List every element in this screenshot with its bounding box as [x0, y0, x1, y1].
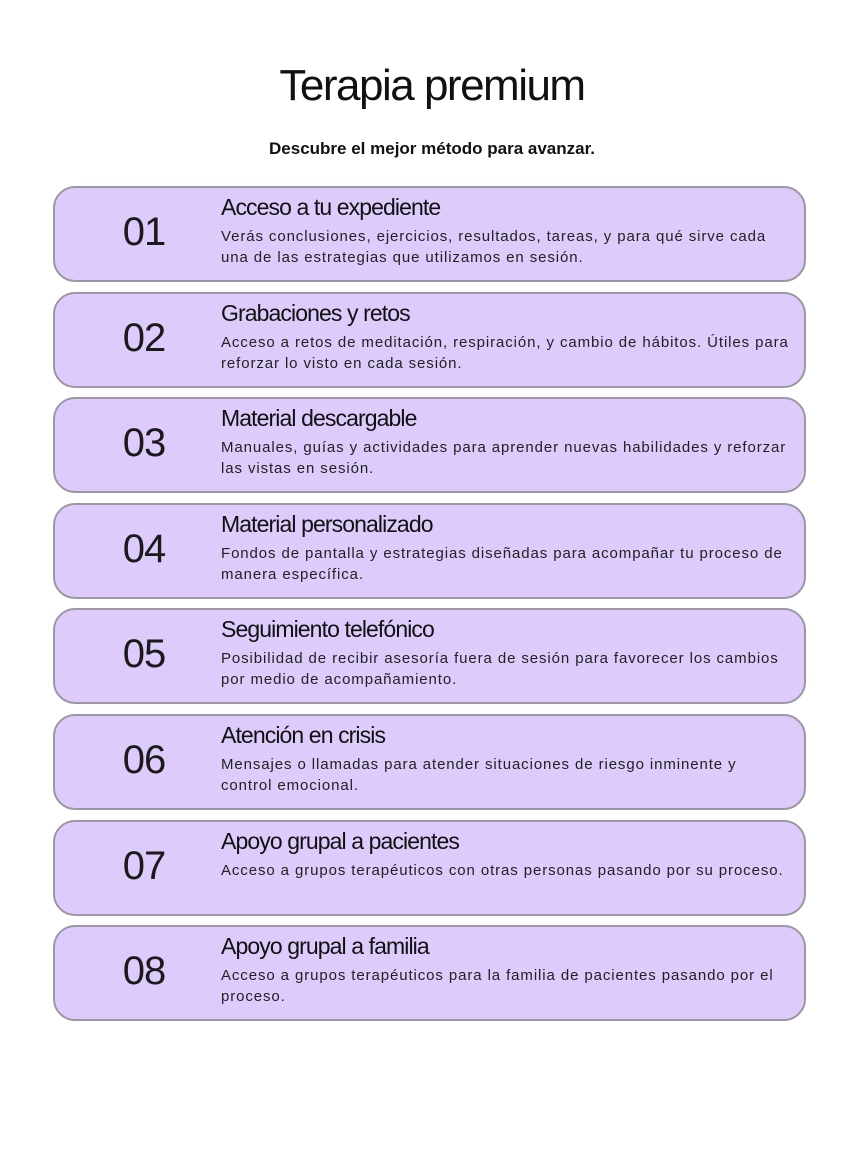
- benefit-title: Material personalizado: [221, 510, 433, 537]
- page-subtitle: Descubre el mejor método para avanzar.: [269, 139, 595, 158]
- benefit-description: Posibilidad de recibir asesoría fuera de sesión para favorecer los cambios por medio de acompañamiento.: [221, 650, 779, 689]
- benefit-number: 01: [122, 210, 166, 254]
- benefit-description: Fondos de pantalla y estrategias diseñadas para acompañar tu proceso de manera específica.: [221, 544, 783, 583]
- benefit-number: 05: [122, 632, 166, 677]
- benefit-description: Acceso a grupos terapéuticos con otras personas pasando por su proceso.: [221, 861, 784, 879]
- benefit-card-06: [53, 714, 806, 810]
- benefit-card-04: [53, 503, 806, 599]
- benefit-number: 04: [122, 526, 166, 571]
- benefit-title: Acceso a tu expediente: [221, 194, 441, 220]
- benefit-description: Acceso a grupos terapéuticos para la familia de pacientes pasando por el proceso.: [221, 967, 774, 1006]
- benefit-card-05: [53, 608, 806, 704]
- benefit-description: Mensajes o llamadas para atender situaciones de riesgo inminente y control emocional.: [221, 755, 737, 794]
- benefit-card-03: [53, 397, 806, 493]
- benefits-list: [53, 186, 806, 1031]
- benefit-description: Manuales, guías y actividades para aprender nuevas habilidades y reforzar las vistas en sesión.: [221, 439, 787, 478]
- benefit-card-07: [53, 820, 806, 916]
- page-title: Terapia premium: [279, 61, 585, 110]
- benefit-card-01: [53, 186, 806, 282]
- benefit-number: 03: [122, 421, 166, 466]
- benefit-card-08: [53, 925, 806, 1021]
- benefit-title: Material descargable: [221, 405, 417, 432]
- benefit-title: Grabaciones y retos: [221, 299, 410, 326]
- benefit-number: 08: [122, 949, 166, 994]
- benefit-title: Apoyo grupal a pacientes: [221, 827, 459, 854]
- benefit-number: 06: [122, 737, 166, 782]
- benefit-number: 07: [122, 843, 166, 888]
- benefit-number: 02: [122, 315, 166, 360]
- benefit-title: Atención en crisis: [221, 721, 386, 748]
- benefit-title: Apoyo grupal a familia: [221, 933, 429, 960]
- benefit-description: Verás conclusiones, ejercicios, resultados, tareas, y para qué sirve cada una de las estrategias que utilizamos en sesión.: [221, 228, 767, 266]
- benefit-description: Acceso a retos de meditación, respiración, y cambio de hábitos. Útiles para reforzar lo visto en cada sesión.: [221, 333, 789, 372]
- benefit-card-02: [53, 292, 806, 388]
- benefit-title: Seguimiento telefónico: [221, 616, 434, 643]
